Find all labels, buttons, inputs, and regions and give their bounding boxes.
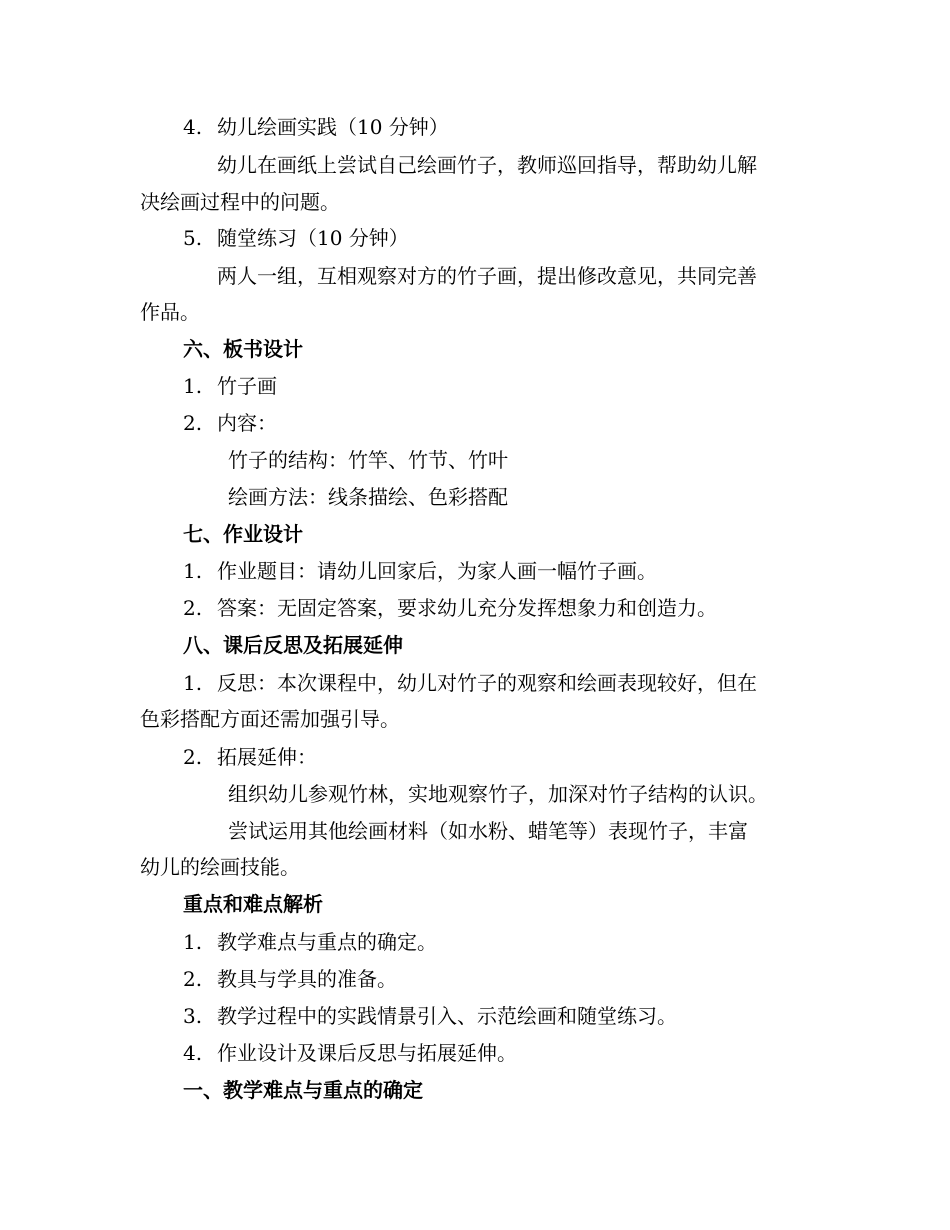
list-item [183, 596, 717, 620]
list-number: 2. [183, 596, 203, 620]
list-number: 2. [183, 745, 203, 769]
list-text: 教学过程中的实践情景引入、示范绘画和随堂练习。 [217, 1004, 677, 1028]
list-item [183, 930, 437, 954]
list-item [183, 967, 397, 991]
list-item [183, 671, 757, 695]
list-number: 4. [183, 115, 203, 139]
list-item [183, 411, 277, 435]
list-text: 作业题目：请幼儿回家后，为家人画一幅竹子画。 [217, 559, 657, 583]
list-text: 随堂练习（10 分钟） [217, 226, 409, 250]
list-item [183, 559, 657, 583]
sub-item: 尝试运用其他绘画材料（如水粉、蜡笔等）表现竹子，丰富 [228, 819, 748, 843]
list-number: 2. [183, 967, 203, 991]
list-item [183, 115, 449, 139]
list-text: 内容： [217, 411, 277, 435]
list-number: 1. [183, 374, 203, 398]
list-text: 教学难点与重点的确定。 [217, 930, 437, 954]
list-text: 竹子画 [217, 374, 277, 398]
list-number: 5. [183, 226, 203, 250]
list-number: 1. [183, 671, 203, 695]
paragraph-line: 作品。 [140, 300, 200, 324]
list-item [183, 745, 317, 769]
paragraph-line: 幼儿的绘画技能。 [140, 855, 300, 879]
list-item [183, 1004, 677, 1028]
paragraph-line: 幼儿在画纸上尝试自己绘画竹子，教师巡回指导，帮助幼儿解 [217, 153, 757, 177]
list-text: 反思：本次课程中，幼儿对竹子的观察和绘画表现较好，但在 [217, 671, 757, 695]
sub-item: 组织幼儿参观竹林，实地观察竹子，加深对竹子结构的认识。 [228, 782, 768, 806]
section-heading: 重点和难点解析 [183, 892, 323, 916]
paragraph-line: 两人一组，互相观察对方的竹子画，提出修改意见，共同完善 [217, 264, 757, 288]
list-text: 作业设计及课后反思与拓展延伸。 [217, 1041, 517, 1065]
paragraph-line: 决绘画过程中的问题。 [140, 190, 340, 214]
section-heading: 六、板书设计 [183, 337, 303, 361]
list-number: 1. [183, 930, 203, 954]
list-text: 幼儿绘画实践（10 分钟） [217, 115, 449, 139]
list-text: 教具与学具的准备。 [217, 967, 397, 991]
list-item [183, 374, 277, 398]
section-heading: 一、教学难点与重点的确定 [183, 1078, 423, 1102]
section-heading: 七、作业设计 [183, 522, 303, 546]
section-heading: 八、课后反思及拓展延伸 [183, 633, 403, 657]
list-number: 3. [183, 1004, 203, 1028]
sub-item: 竹子的结构：竹竿、竹节、竹叶 [228, 448, 508, 472]
list-number: 4. [183, 1041, 203, 1065]
list-number: 1. [183, 559, 203, 583]
sub-item: 绘画方法：线条描绘、色彩搭配 [228, 485, 508, 509]
paragraph-line: 色彩搭配方面还需加强引导。 [140, 707, 400, 731]
list-text: 答案：无固定答案，要求幼儿充分发挥想象力和创造力。 [217, 596, 717, 620]
list-number: 2. [183, 411, 203, 435]
list-text: 拓展延伸： [217, 745, 317, 769]
list-item [183, 226, 409, 250]
list-item [183, 1041, 517, 1065]
